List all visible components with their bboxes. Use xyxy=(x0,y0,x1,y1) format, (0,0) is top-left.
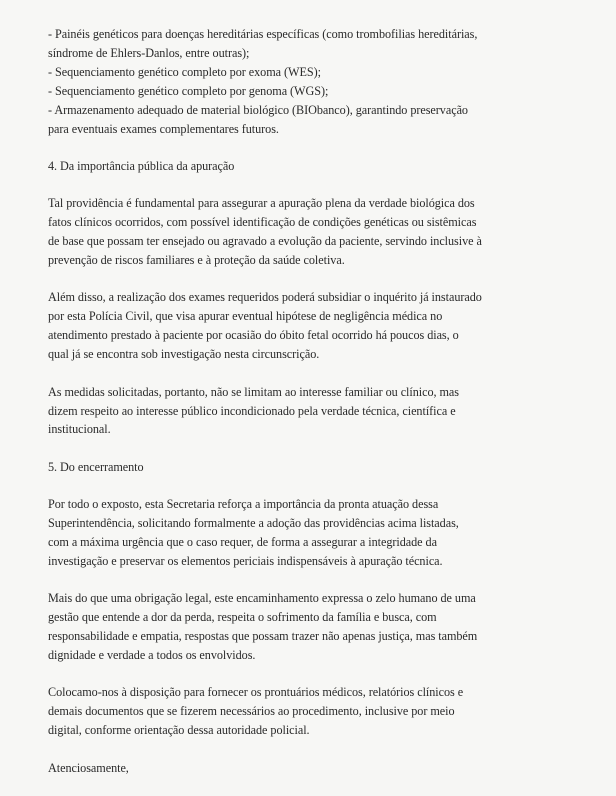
paragraph xyxy=(48,495,588,571)
section-heading xyxy=(48,157,588,176)
closing-salutation: Atenciosamente, xyxy=(48,760,129,775)
paragraph-line: gestão que entende a dor da perda, respeita o sofrimento da família e busca, com xyxy=(48,610,437,625)
paragraph-line: prevenção de riscos familiares e à proteção da saúde coletiva. xyxy=(48,253,345,268)
paragraph-line: dignidade e verdade a todos os envolvidos. xyxy=(48,648,256,663)
list-item-line: - Sequenciamento genético completo por exoma (WES); xyxy=(48,64,321,79)
list-item-line: síndrome de Ehlers-Danlos, entre outras); xyxy=(48,45,250,60)
list-item-line: - Armazenamento adequado de material biológico (BIObanco), garantindo preservação xyxy=(48,102,468,117)
paragraph xyxy=(48,288,588,364)
paragraph-line: fatos clínicos ocorridos, com possível identificação de condições genéticas ou sistêmicas xyxy=(48,215,477,230)
list-item-line: para eventuais exames complementares futuros. xyxy=(48,121,279,136)
paragraph-line: Além disso, a realização dos exames requeridos poderá subsidiar o inquérito já instaurado xyxy=(48,290,482,305)
paragraph xyxy=(48,589,588,665)
section-4-heading: 4. Da importância pública da apuração xyxy=(48,158,235,173)
list-item-line: - Painéis genéticos para doenças hereditárias específicas (como trombofilias hereditárias, xyxy=(48,27,478,41)
section-heading xyxy=(48,458,588,477)
paragraph-line: Tal providência é fundamental para assegurar a apuração plena da verdade biológica dos xyxy=(48,196,475,211)
list-item-line: - Sequenciamento genético completo por genoma (WGS); xyxy=(48,83,329,98)
paragraph-line: com a máxima urgência que o caso requer, de forma a assegurar a integridade da xyxy=(48,535,437,550)
closing xyxy=(48,759,588,778)
paragraph xyxy=(48,194,588,270)
paragraph-line: investigação e preservar os elementos periciais indispensáveis à apuração técnica. xyxy=(48,553,443,568)
paragraph-line: institucional. xyxy=(48,422,111,437)
paragraph xyxy=(48,383,588,440)
paragraph xyxy=(48,683,588,740)
paragraph-line: Por todo o exposto, esta Secretaria reforça a importância da pronta atuação dessa xyxy=(48,497,439,512)
paragraph-line: qual já se encontra sob investigação nesta circunscrição. xyxy=(48,347,320,362)
paragraph-line: As medidas solicitadas, portanto, não se limitam ao interesse familiar ou clínico, mas xyxy=(48,384,459,399)
paragraph-line: responsabilidade e empatia, respostas que possam trazer não apenas justiça, mas também xyxy=(48,629,478,644)
paragraph-line: dizem respeito ao interesse público incondicionado pela verdade técnica, científica e xyxy=(48,403,456,418)
document-body xyxy=(48,25,588,796)
paragraph-line: Colocamo-nos à disposição para fornecer os prontuários médicos, relatórios clínicos e xyxy=(48,685,464,700)
paragraph-line: Superintendência, solicitando formalmente a adoção das providências acima listadas, xyxy=(48,516,459,531)
exam-list xyxy=(48,25,588,138)
paragraph-line: demais documentos que se fizerem necessários ao procedimento, inclusive por meio xyxy=(48,704,455,719)
paragraph-line: por esta Polícia Civil, que visa apurar eventual hipótese de negligência médica no xyxy=(48,309,443,324)
section-5-heading: 5. Do encerramento xyxy=(48,459,144,474)
paragraph-line: atendimento prestado à paciente por ocasião do óbito fetal ocorrido há poucos dias, o xyxy=(48,328,459,343)
paragraph-line: de base que possam ter ensejado ou agravado a evolução da paciente, servindo inclusive à xyxy=(48,234,482,249)
paragraph-line: Mais do que uma obrigação legal, este encaminhamento expressa o zelo humano de uma xyxy=(48,591,476,606)
paragraph-line: digital, conforme orientação dessa autoridade policial. xyxy=(48,723,310,738)
